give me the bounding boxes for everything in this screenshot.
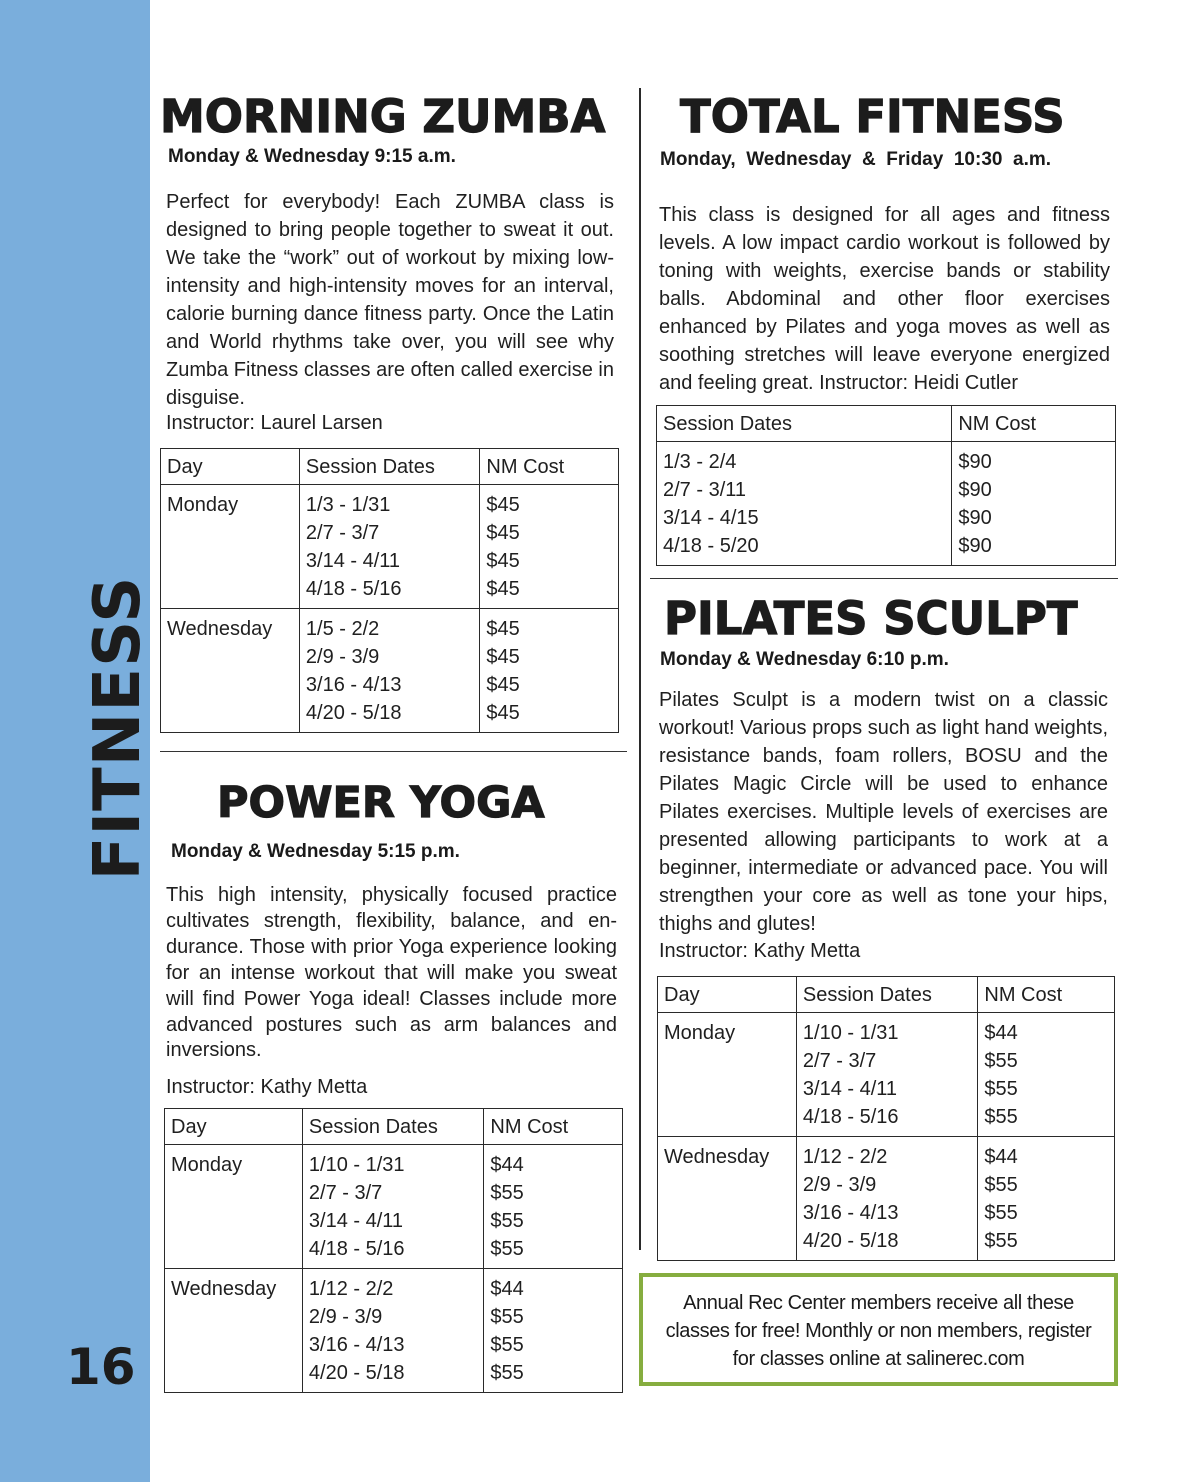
table-row xyxy=(165,1269,623,1393)
cost-cell: $45 $45 $45 $45 xyxy=(480,609,619,733)
table-header-cost: NM Cost xyxy=(952,406,1116,442)
total-fitness-table xyxy=(656,405,1116,566)
power-yoga-instructor: Instructor: Kathy Metta xyxy=(166,1076,368,1098)
power-yoga-table xyxy=(164,1108,623,1393)
morning-zumba-description: Perfect for everybody! Each ZUMBA class is designed to bring people together to sweat it out. We take the “work” out of workout by mixing low-intensity and high-intensity moves for an interval, calorie burning dance fitness party. Once the Latin and World rhythms take over, you will see why Zumba Fitness classes are often called exercise in disguise. xyxy=(166,191,614,409)
table-header-cost: NM Cost xyxy=(480,449,619,485)
section-divider-right xyxy=(650,578,1118,579)
morning-zumba-title: MORNING ZUMBA xyxy=(160,90,606,143)
morning-zumba-schedule: Monday & Wednesday 9:15 a.m. xyxy=(168,146,456,167)
cost-cell: $45 $45 $45 $45 xyxy=(480,485,619,609)
total-fitness-description: This class is designed for all ages and fitness levels. A low impact cardio workout is followed by toning with weights, exercise bands or stability balls. Abdominal and other floor exercises enhanced by Pilates and yoga moves as well as soothing stretches will leave everyone energized and feeling great. Instructor: Heidi Cutler xyxy=(659,204,1110,394)
cost-cell: $90 $90 $90 $90 xyxy=(952,442,1116,566)
cost-cell: $44 $55 $55 $55 xyxy=(978,1137,1115,1261)
cost-cell: $44 $55 $55 $55 xyxy=(484,1269,623,1393)
power-yoga-schedule: Monday & Wednesday 5:15 p.m. xyxy=(171,841,460,862)
day-cell: Wednesday xyxy=(161,609,300,733)
promo-line: classes for free! Monthly or non members, register xyxy=(665,1320,1092,1342)
pilates-sculpt-schedule: Monday & Wednesday 6:10 p.m. xyxy=(660,649,949,670)
dates-cell: 1/10 - 1/31 2/7 - 3/7 3/14 - 4/11 4/18 - 5/16 xyxy=(796,1013,978,1137)
table-row xyxy=(657,442,1116,566)
morning-zumba-instructor: Instructor: Laurel Larsen xyxy=(166,412,383,434)
pilates-sculpt-instructor: Instructor: Kathy Metta xyxy=(659,940,861,962)
table-header-cost: NM Cost xyxy=(978,977,1115,1013)
power-yoga-title: POWER YOGA xyxy=(217,778,545,828)
dates-cell: 1/3 - 2/4 2/7 - 3/11 3/14 - 4/15 4/18 - 5/20 xyxy=(657,442,952,566)
pilates-sculpt-title: PILATES SCULPT xyxy=(664,592,1078,645)
section-divider-left xyxy=(160,751,627,752)
membership-promo-box xyxy=(639,1273,1118,1386)
table-row xyxy=(161,485,619,609)
day-cell: Monday xyxy=(165,1145,303,1269)
table-row xyxy=(165,1145,623,1269)
table-header-day: Day xyxy=(165,1109,303,1145)
dates-cell: 1/10 - 1/31 2/7 - 3/7 3/14 - 4/11 4/18 - 5/16 xyxy=(302,1145,484,1269)
cost-cell: $44 $55 $55 $55 xyxy=(484,1145,623,1269)
dates-cell: 1/12 - 2/2 2/9 - 3/9 3/16 - 4/13 4/20 - 5/18 xyxy=(302,1269,484,1393)
table-header-dates: Session Dates xyxy=(796,977,978,1013)
morning-zumba-table xyxy=(160,448,619,733)
day-cell: Monday xyxy=(161,485,300,609)
day-cell: Wednesday xyxy=(658,1137,797,1261)
table-header-dates: Session Dates xyxy=(302,1109,484,1145)
dates-cell: 1/12 - 2/2 2/9 - 3/9 3/16 - 4/13 4/20 - 5/18 xyxy=(796,1137,978,1261)
column-divider xyxy=(639,88,641,1250)
table-header-day: Day xyxy=(161,449,300,485)
pilates-sculpt-table xyxy=(657,976,1115,1261)
table-header-cost: NM Cost xyxy=(484,1109,623,1145)
pilates-sculpt-description: Pilates Sculpt is a modern twist on a classic workout! Various props such as light hand weights, resistance bands, foam rollers, BOSU and the Pilates Magic Circle will be used to enhance Pilates exercises. Multiple levels of exercises are presented allowing participants to work at a beginner, intermediate or advanced pace. You will strengthen your core as well as tone your hips, thighs and glutes! xyxy=(659,689,1108,935)
table-row xyxy=(161,609,619,733)
table-row xyxy=(658,1013,1115,1137)
dates-cell: 1/5 - 2/2 2/9 - 3/9 3/16 - 4/13 4/20 - 5/18 xyxy=(299,609,480,733)
day-cell: Monday xyxy=(658,1013,797,1137)
day-cell: Wednesday xyxy=(165,1269,303,1393)
dates-cell: 1/3 - 1/31 2/7 - 3/7 3/14 - 4/11 4/18 - 5/16 xyxy=(299,485,480,609)
promo-line: Annual Rec Center members receive all these xyxy=(683,1292,1074,1314)
total-fitness-title: TOTAL FITNESS xyxy=(680,90,1065,143)
table-header-dates: Session Dates xyxy=(657,406,952,442)
table-header-dates: Session Dates xyxy=(299,449,480,485)
promo-line: for classes online at salinerec.com xyxy=(732,1348,1025,1370)
power-yoga-description: This high intensity, physically focused practice cultivates strength, flexibility, balance, and endurance. Those with prior Yoga experience looking for an intense workout that will make you sweat will find Power Yoga ideal! Classes include more advanced postures such as arm balances and inversions. xyxy=(166,884,617,1062)
section-label: FITNESS xyxy=(81,575,155,881)
cost-cell: $44 $55 $55 $55 xyxy=(978,1013,1115,1137)
table-row xyxy=(658,1137,1115,1261)
total-fitness-schedule: Monday, Wednesday & Friday 10:30 a.m. xyxy=(660,149,1052,170)
table-header-day: Day xyxy=(658,977,797,1013)
page-number: 16 xyxy=(66,1338,136,1396)
